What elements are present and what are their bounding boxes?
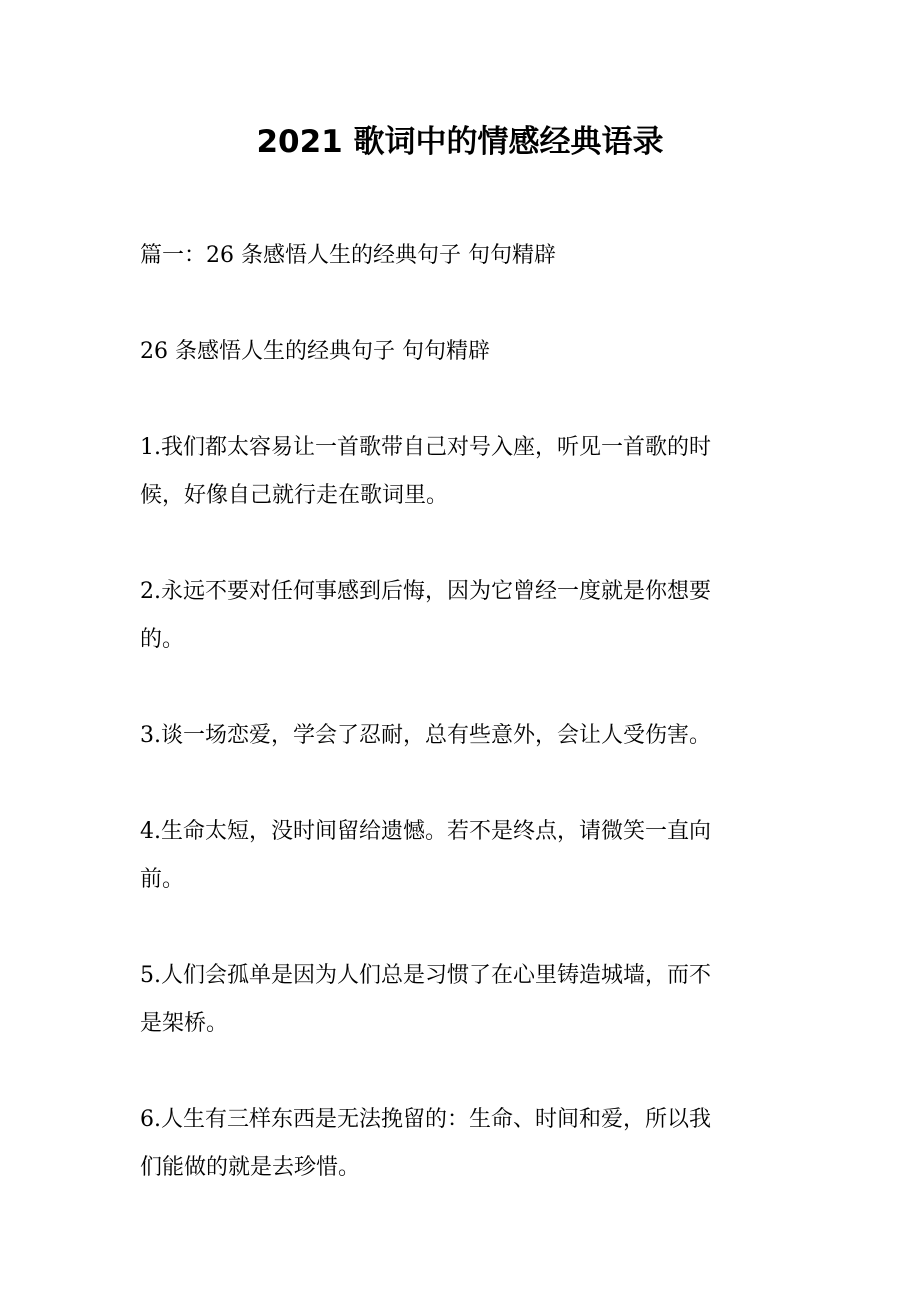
list-item: 4.生命太短，没时间留给遗憾。若不是终点，请微笑一直向 前。 [140,819,711,892]
list-item: 2.永远不要对任何事感到后悔，因为它曾经一度就是你想要 的。 [140,579,711,652]
subheading: 26 条感悟人生的经典句子 句句精辟 [140,339,490,364]
list-item: 1.我们都太容易让一首歌带自己对号入座，听见一首歌的时 候，好像自己就行走在歌词里。 [140,435,711,508]
section-heading: 篇一：26 条感悟人生的经典句子 句句精辟 [140,243,556,268]
document-title: 2021 歌词中的情感经典语录 [256,124,664,160]
list-item: 3.谈一场恋爱，学会了忍耐，总有些意外，会让人受伤害。 [140,723,711,748]
list-item: 5.人们会孤单是因为人们总是习惯了在心里铸造城墙，而不 是架桥。 [140,963,711,1036]
list-item: 6.人生有三样东西是无法挽留的：生命、时间和爱，所以我 们能做的就是去珍惜。 [140,1107,711,1180]
